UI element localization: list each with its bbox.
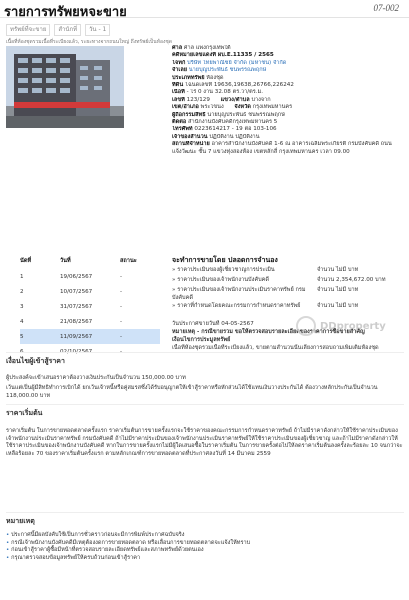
- tab-office[interactable]: สำนักที่: [54, 24, 81, 36]
- price-item: » ราคาประเมินของเจ้าพนักงานบังคับคดี จำนวน 2,354,672.00 บาท: [172, 277, 386, 283]
- auction-schedule-table: [20, 257, 160, 359]
- case-row: คดีหมายเลขแดงที่ ผบ.E.11335 / 2565: [172, 52, 274, 59]
- table-row: 6 02/10/2567 -: [20, 348, 123, 355]
- room-row: เลขที่ 123/129 แขวง/ตำบล บางจาก: [172, 96, 271, 103]
- district-row: เขต/อำเภอ พระโขนง จังหวัด กรุงเทพมหานคร: [172, 104, 293, 111]
- ddproperty-logo-icon: [296, 316, 316, 336]
- announce-date: วันประกาศขายวันที่ 04-05-2567: [172, 321, 254, 327]
- area-row: เนื้อที่ - ไร่ 0 งาน 32.08 ตร.วา/ตร.ม.: [172, 89, 264, 96]
- sub-tabs: [6, 24, 110, 36]
- page-header: [0, 0, 409, 18]
- table-row: 3 31/07/2567 -: [20, 303, 123, 310]
- price-item: » ราคาที่กำหนดโดยคณะกรรมการกำหนดราคาทรัพย์ จำนวน ไม่มี บาท: [172, 303, 359, 309]
- asset-type-row: ประเภททรัพย์ ห้องชุด: [172, 74, 224, 81]
- start-price-title: ราคาเริ่มต้น: [6, 409, 43, 417]
- plaintiff-row: โจทก์ บริษัท ไทยพาณิชย์ จำกัด (มหาชน) จำกัด: [172, 59, 287, 66]
- price-item: » ราคาประเมินของเจ้าพนักงานประเมินราคาทรัพย์ กรมบังคับคดี จำนวน ไม่มี บาท: [172, 287, 359, 301]
- divider: [6, 352, 404, 353]
- officer-row: เจ้าของสำนวน ปฏิบัติงาน ปฏิบัติงาน: [172, 133, 260, 140]
- table-row: 4 21/08/2567 -: [20, 318, 123, 325]
- deposit-text-2: เว้นแต่เป็นผู้มีสิทธิทำการเบิกได้ ยกเว้นเจ้าหนี้หรือคู่สมรสซึ่งได้รับอนุญาตให้เข้าสู้ราคาหรือหักส่วนได้ใช้แทนเงินวางประกันได้ ต้องวางหลักประกันเป็นจำนวน 118,000.00 บาท: [6, 385, 378, 399]
- divider: [6, 512, 404, 513]
- sale-condition-title: จะทำการขายโดย ปลอดการจำนอง: [172, 256, 278, 264]
- sale-place-row: สถานที่จำหน่าย อาคารสำนักงานบังคับคดี 1-6 ณ อาคารเฉลิมพระเกียรติ กรมบังคับคดี ถนนแจ้งวัฒนะ ชั้น 7 แขวงทุ่งสองห้อง เขตหลักสี่ กรุงเทพมหานคร เวลา 09.00: [172, 141, 392, 155]
- start-price-text: ราคาเริ่มต้น ในการขายทอดตลาดครั้งแรก ราคาเริ่มต้นการขายครั้งแรกจะใช้ราคาของคณะกรรมการกำหนดราคาทรัพย์ ถ้าไม่มีราคาดังกล่าวให้ใช้ราคาประเมินของเจ้าพนักงานประเมินราคาทรัพย์ กรมบังคับคดี ถ้าไม่มีราคาประเมินของเจ้าพนักงานประเมินราคาทรัพย์ให้ใช้ราคาประเมินของผู้เชี่ยวชาญ และถ้าไม่มีราคาดังกล่าวให้ใช้ราคาประเมินของเจ้าพนักงานบังคับคดี หากในการขายครั้งแรกไม่มีผู้ใดเสนอซื้อในราคาเริ่มต้น ในการขายครั้งต่อไปให้ลดราคาเริ่มต้นลงครั้งละร้อยละ 10 จนกว่าจะเหลือร้อยละ 70 ของราคาเริ่มต้นครั้งแรก ตามหลักเกณฑ์การขายทอดตลาดที่ประกาศลงวันที่ 14 มีนาคม 2559: [6, 428, 403, 457]
- remark-title: หมายเหตุ: [6, 517, 35, 525]
- page-title: รายการทรัพยหจะขาย: [4, 4, 127, 19]
- phone-row: โทรศัพท์ 0223614217 - 19 ต่อ 103-106: [172, 126, 277, 133]
- note-line: เนื้อที่ห้องชุดรวมเนื้อที่ระเบียงแล้ว, ขายตามสำนวนนั้นเลี่ยงการสอบถามเพิ่มเติมห้องชุด: [172, 345, 379, 351]
- remark-item: • กรุณาตรวจสอบข้อมูลทรัพย์ให้ครบถ้วนก่อนเข้าสู้ราคา: [6, 555, 404, 563]
- owner-row: ผู้ถือกรรมสิทธิ์ นายบุญประพันธ์ ชนพรรณพฤกษ์: [172, 111, 285, 118]
- price-item: » ราคาประเมินของผู้เชี่ยวชาญการประเมิน จำนวน ไม่มี บาท: [172, 267, 359, 273]
- table-row-highlighted: 5 11/09/2567 -: [20, 329, 160, 344]
- divider: [6, 404, 404, 405]
- defendant-row: จำเลย นายบุญประพันธ์ ชนพรรณพฤกษ์: [172, 67, 267, 74]
- table-row: 2 10/07/2567 -: [20, 288, 123, 295]
- remark-item: • ประกาศนี้มีผลบังคับใช้เป็นการชั่วคราวก่อนจะมีการพิมพ์ประกาศฉบับจริง: [6, 532, 404, 540]
- table-row: 1 19/06/2567 -: [20, 273, 123, 280]
- remark-item: • ก่อนเข้าสู้ราคาผู้ซื้อมีหน้าที่ตรวจสอบรายละเอียดทรัพย์และสภาพทรัพย์ด้วยตนเอง: [6, 547, 404, 555]
- note-line: เงื่อนไขการประมูลทรัพย์: [172, 337, 231, 343]
- watermark: [296, 316, 386, 336]
- remark-item: • กรณีเจ้าพนักงานบังคับคดีมีเหตุต้องงดการขายทอดตลาด หรือเลื่อนการขายทอดตลาดจะแจ้งให้ทราบ: [6, 540, 404, 548]
- tab-day[interactable]: วัน - 1: [85, 24, 110, 36]
- deposit-title: เงื่อนไขผู้เข้าสู้ราคา: [6, 357, 65, 365]
- deposit-text-1: ผู้ประสงค์จะเข้าเสนอราคาต้องวางเงินประกันเป็นจำนวน 150,000.00 บาท: [6, 375, 186, 381]
- court-row: ศาล ศาล แพ่งกรุงเทพใต้: [172, 45, 231, 51]
- tab-asset[interactable]: ทรัพย์ที่จะขาย: [6, 24, 50, 36]
- table-header: นัดที่ วันที่ สถานะ: [20, 258, 137, 264]
- asset-details: [172, 45, 402, 156]
- building-photo[interactable]: [6, 46, 124, 128]
- sale-pricing: [172, 256, 404, 352]
- handwritten-code: 07-002: [373, 3, 399, 13]
- remark-list: [6, 532, 404, 562]
- contact-row: ติดต่อ สำนักงานบังคับคดีกรุงเทพมหานคร 5: [172, 119, 278, 126]
- note-line: หมายเหตุ - กรณีขายรวม ขอให้ตรวจสอบรายละเอียดของราคาการซื้อขายสำคัญ: [172, 329, 365, 335]
- deed-row: ที่ดิน โฉนดเลขที่ 19636,19638,26766,226242: [172, 82, 294, 89]
- intro-note: เนื้อที่ห้องชุดรวมเนื้อที่ระเบียงแล้ว, ระยะทางจากถนนใหญ่ ถึงทรัพย์เป็นห้องชุด: [6, 39, 173, 45]
- watermark-text: DDproperty: [320, 320, 386, 332]
